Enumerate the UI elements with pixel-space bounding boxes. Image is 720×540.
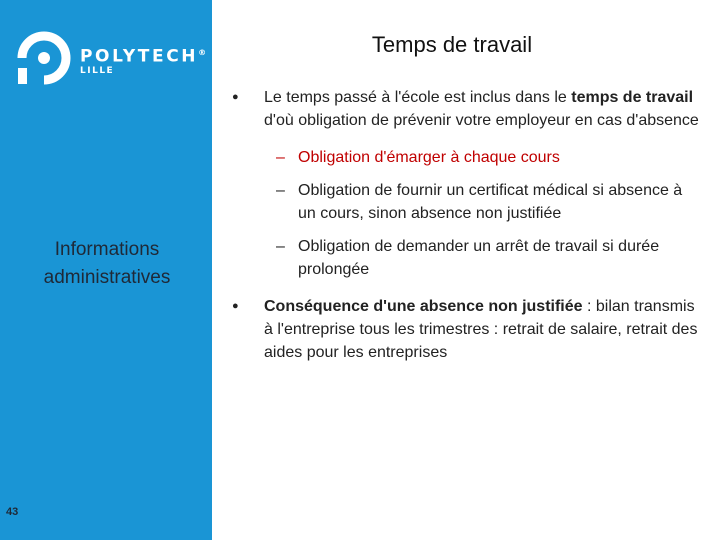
sub-bullet-item — [232, 146, 702, 169]
bullet-text: d'où obligation de prévenir votre employeur en cas d'absence — [264, 112, 699, 129]
bullet-dot-icon: ● — [232, 91, 239, 103]
page-number: 43 — [6, 506, 19, 518]
dash-icon: – — [276, 182, 285, 199]
sub-bullet-item — [232, 179, 702, 225]
bullet-text: : bilan transmis à l'entreprise tous les trimestres : retrait de salaire, retrait des aides pour les entreprises — [264, 298, 698, 361]
dash-icon: – — [276, 149, 285, 166]
bullet-dot-icon: ● — [232, 300, 239, 312]
logo-subtitle: LILLE — [80, 66, 115, 76]
sub-bullet-text: Obligation d'émarger à chaque cours — [298, 149, 560, 166]
slide-content — [232, 86, 702, 364]
registered-mark: ® — [198, 48, 207, 57]
sub-bullet-text: Obligation de fournir un certificat médical si absence à un cours, sinon absence non justifiée — [298, 182, 683, 222]
bullet-bold-text: temps de travail — [571, 89, 694, 106]
section-title: Informations administratives — [43, 239, 171, 288]
sidebar-panel — [0, 0, 212, 540]
bullet-item — [232, 86, 702, 132]
logo-wordmark — [80, 44, 206, 66]
bullet-text: Le temps passé à l'école est inclus dans le — [264, 89, 572, 106]
dash-icon: – — [276, 238, 285, 255]
polytech-logo — [16, 30, 206, 90]
polytech-logo-mark-icon — [16, 30, 72, 86]
sub-bullet-text: Obligation de demander un arrêt de travail si durée prolongée — [298, 238, 660, 278]
slide-title: Temps de travail — [371, 32, 533, 57]
bullet-bold-text: Conséquence d'une absence non justifiée — [264, 298, 583, 315]
sub-bullet-item — [232, 235, 702, 281]
bullet-item — [232, 295, 702, 364]
logo-name: POLYTECH — [80, 46, 199, 67]
